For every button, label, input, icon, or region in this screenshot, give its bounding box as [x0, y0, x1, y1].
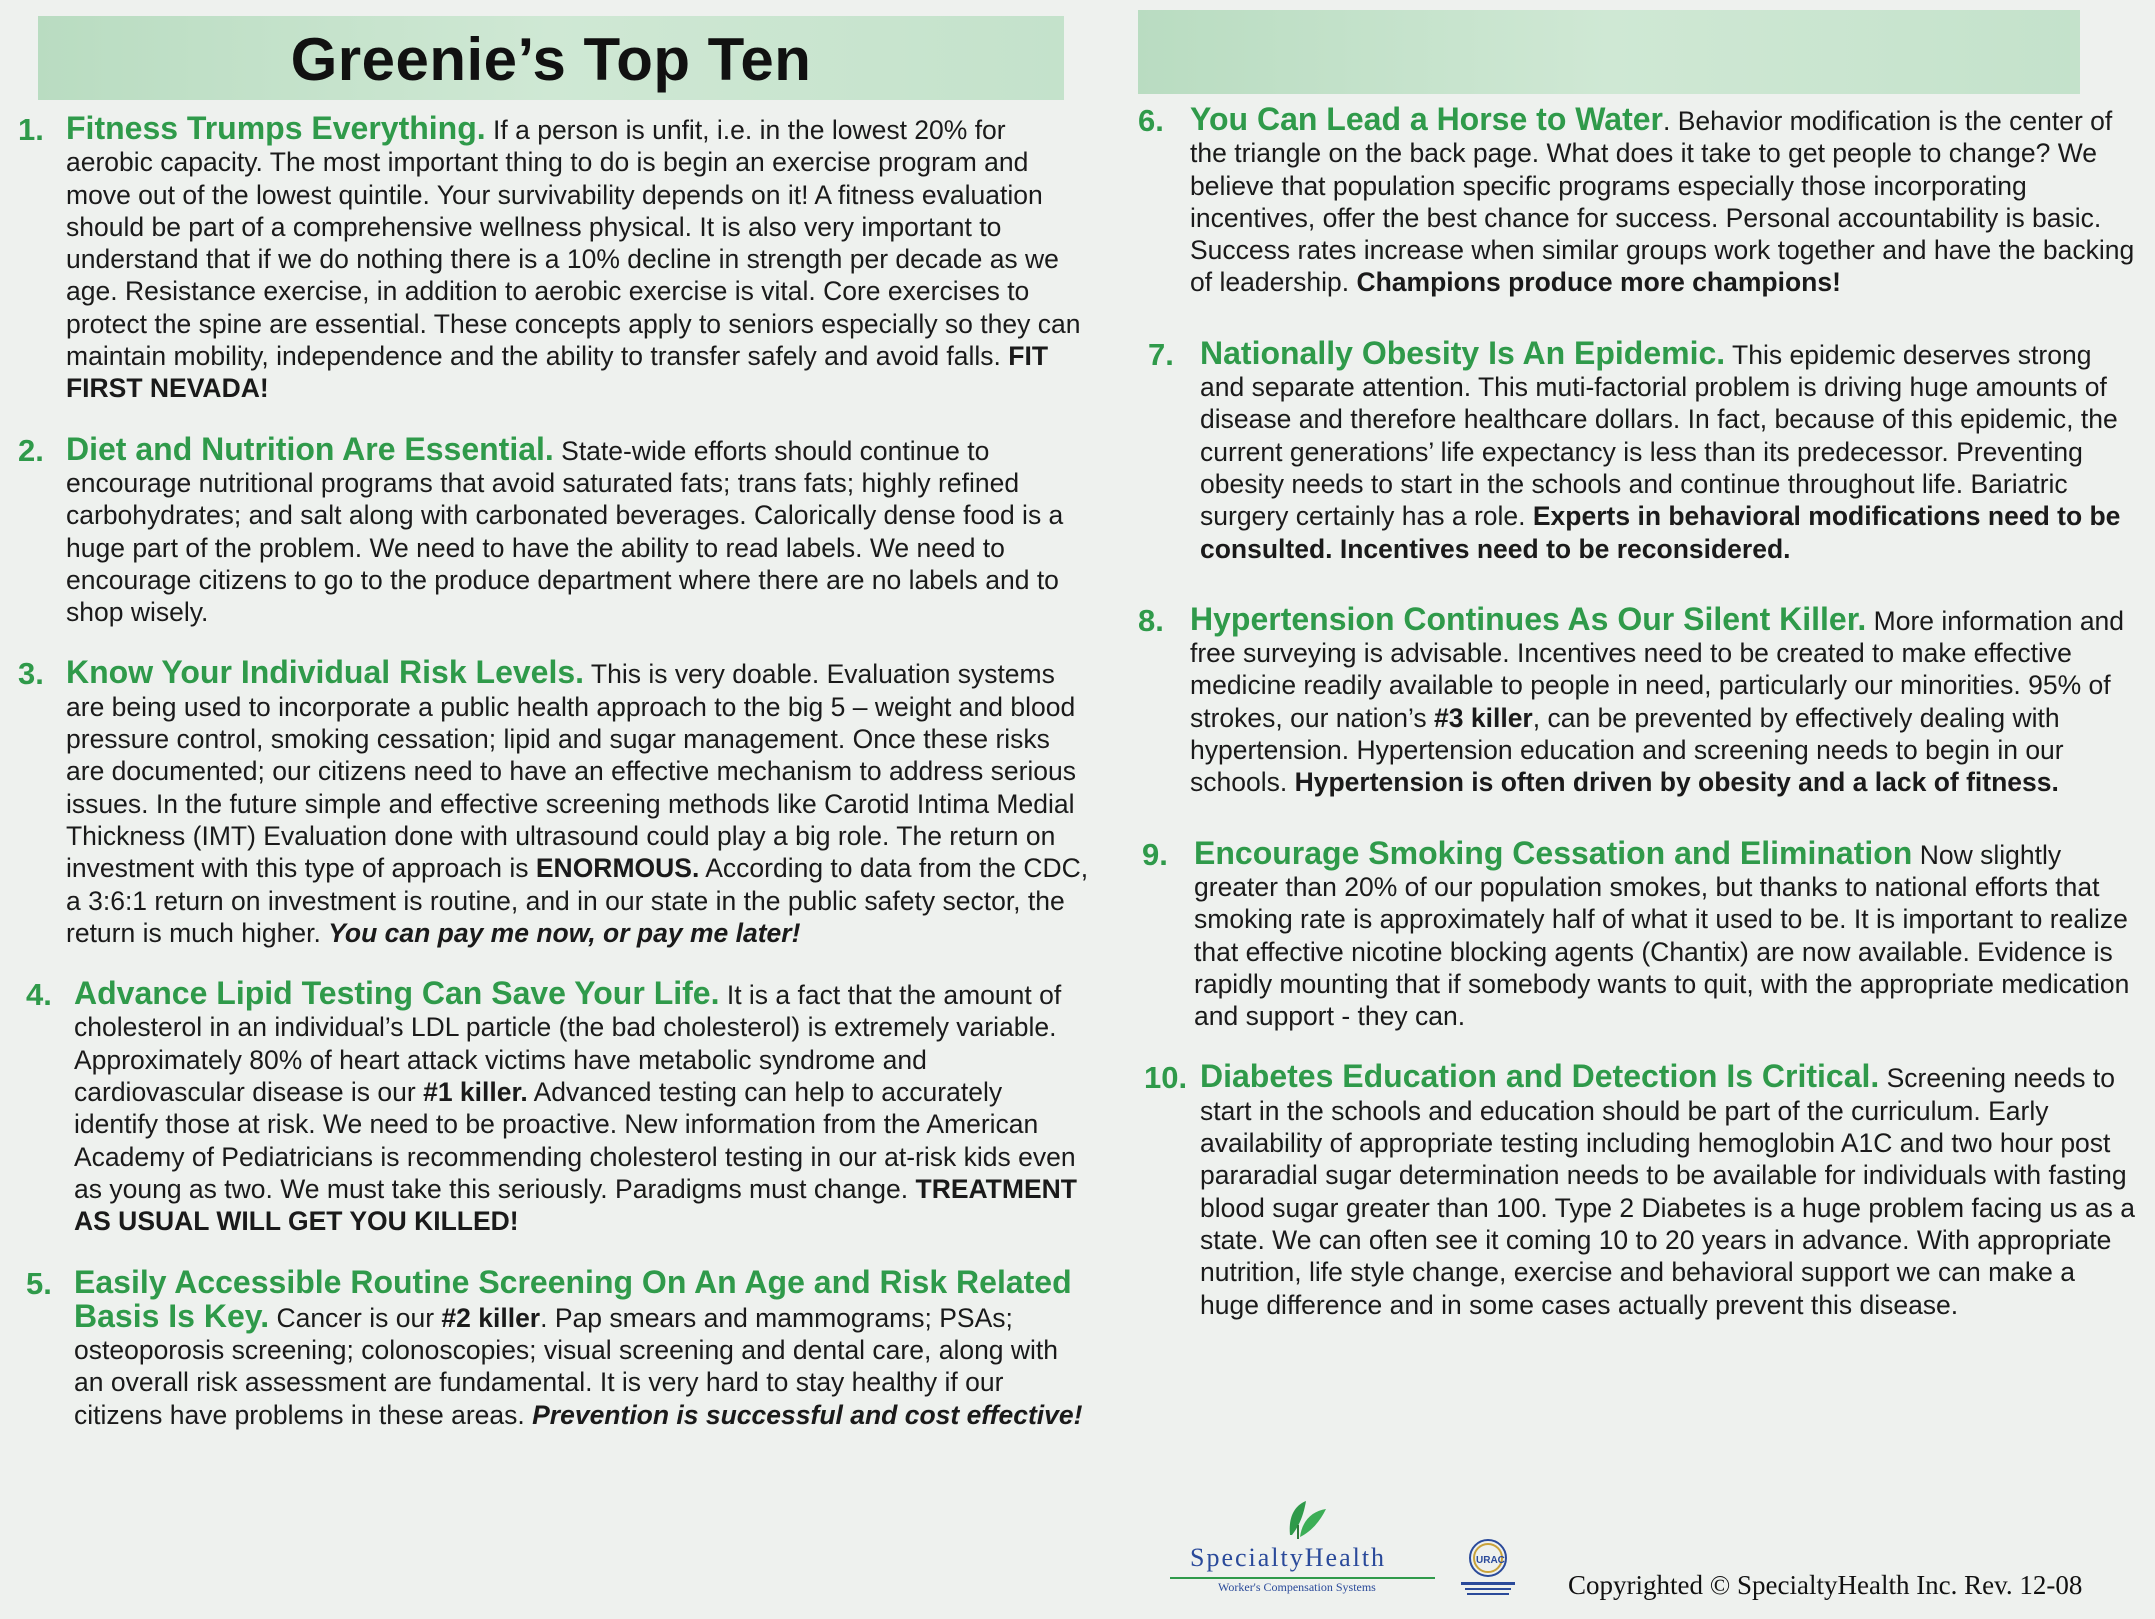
item-8 [1138, 600, 2138, 799]
item-number: 10. [1144, 1060, 1188, 1096]
item-text: . Pap smears and mammograms; PSAs; osteoporosis screening; colonoscopies; visual screening and dental care, along with an overall risk assessment are fundamental. It is very hard to stay healthy if our citizens have problems in these areas. [74, 1302, 1059, 1430]
item-heading: You Can Lead a Horse to Water [1190, 101, 1663, 137]
urac-label: URAC [1476, 1555, 1505, 1566]
item-heading: Hypertension Continues As Our Silent Killer. [1190, 600, 1867, 637]
item-text: If a person is unfit, i.e. in the lowest 20% for aerobic capacity. The most important thing to do is begin an exercise program and move out of the lowest quintile. Your survivability depends on it! A fitness evaluation should be part of a comprehensive wellness physical. It is also very important to understand that if we do nothing there is a 10% decline in strength per decade as we age. Resistance exercise, in addition to aerobic exercise is vital. Core exercises to protect the spine are essential. These concepts apply to seniors especially so they can maintain mobility, independence and the ability to transfer safely and avoid falls. [66, 115, 1081, 372]
logo-divider [1170, 1577, 1435, 1579]
item-text: . Behavior modification is the center of the triangle on the back page. What does it take to get people to change? We believe that population specific programs especially those incorporating incentives, offer the best chance for success. Personal accountability is basic. Success rates increase when similar groups work together and have the backing of leadership. [1190, 106, 2135, 298]
item-body [1190, 600, 2138, 799]
item-text: Now slightly greater than 20% of our population smokes, but thanks to national efforts that smoking rate is approximately half of what it used to be. It is important to realize that effective nicotine blocking agents (Chantix) are now available. Evidence is rapidly mounting that if somebody wants to quit, with the appropriate medication and support - they can. [1194, 839, 2130, 1032]
item-text: State-wide efforts should continue to encourage nutritional programs that avoid saturated fats; trans fats; highly refined carbohydrates; and salt along with carbonated beverages. Calorically dense food is a huge part of the problem. We need to have the ability to read labels. We need to encourage citizens to go to the produce department where there are no labels and to shop wisely. [66, 435, 1064, 628]
item-heading: Diet and Nutrition Are Essential. [66, 430, 554, 467]
item-text: Advanced testing can help to accurately identify those at risk. We need to be proactive. New information from the American Academy of Pediatricians is recommending cholesterol testing in our at-risk kids even as young as two. We must take this seriously. Paradigms must change. [74, 1077, 1076, 1204]
item-number: 7. [1148, 336, 1174, 372]
item-bold: #3 killer [1434, 702, 1533, 733]
item-number: 8. [1138, 602, 1164, 638]
leaf-icon [1282, 1495, 1332, 1545]
item-3 [18, 656, 1093, 949]
item-bold-italic: You can pay me now, or pay me later! [328, 917, 801, 948]
item-body [1200, 334, 2138, 565]
right-banner [1138, 10, 2080, 94]
specialtyhealth-logo [1170, 1495, 1440, 1595]
item-bold-italic: Prevention is successful and cost effective! [532, 1399, 1083, 1430]
item-bold: #2 killer [441, 1302, 541, 1333]
item-body [66, 656, 1093, 949]
item-body [1194, 834, 2138, 1033]
item-bold: ENORMOUS. [535, 853, 700, 884]
item-text: This is very doable. Evaluation systems are being used to incorporate a public health approach to the big 5 – weight and blood pressure control, smoking cessation; lipid and sugar management. Once these risks are documented; our citizens need to have an effective mechanism to address serious issues. In the future simple and effective screening methods like Carotid Intima Medial Thickness (IMT) Evaluation done with ultrasound could play a big role. The return on investment with this type of approach is [66, 659, 1077, 884]
item-bold: TREATMENT AS USUAL WILL GET YOU KILLED! [74, 1173, 1077, 1237]
item-heading: Diabetes Education and Detection Is Critical. [1200, 1058, 1880, 1095]
item-heading: Encourage Smoking Cessation and Elimination [1194, 834, 1913, 871]
item-text: , can be prevented by effectively dealing with hypertension. Hypertension education and screening needs to begin in our schools. [1190, 702, 2064, 798]
item-body [1200, 1060, 2138, 1320]
item-bold: Champions produce more champions! [1356, 267, 1841, 298]
item-text: This epidemic deserves strong and separate attention. This muti-factorial problem is driving huge amounts of disease and therefore healthcare dollars. In fact, because of this epidemic, the current generations’ life expectancy is less than its predecessor. Preventing obesity needs to start in the schools and continue throughout life. Bariatric surgery certainly has a role. [1200, 339, 2118, 532]
item-10 [1144, 1060, 2138, 1320]
item-4 [26, 977, 1093, 1237]
item-number: 2. [18, 432, 44, 468]
item-heading: Know Your Individual Risk Levels. [66, 654, 585, 691]
item-body [66, 430, 1093, 629]
item-2 [18, 430, 1093, 629]
item-body [74, 977, 1093, 1237]
item-text: Screening needs to start in the schools and education should be part of the curriculum. Early availability of appropriate testing including hemoglobin A1C and two hour post pararadial sugar determination needs to be available for individuals with fasting blood sugar greater than 100. Type 2 Diabetes is a huge problem facing us as a state. We can often see it coming 10 to 20 years in advance. With appropriate nutrition, life style change, exercise and behavioral support we can make a huge difference and in some cases actually prevent this disease. [1200, 1063, 2135, 1320]
copyright-notice: Copyrighted © SpecialtyHealth Inc. Rev. 12-08 [1568, 1570, 2083, 1600]
logo-tagline: Worker's Compensation Systems [1218, 1580, 1376, 1594]
item-bold: #1 killer. [423, 1077, 528, 1108]
item-text: It is a fact that the amount of cholesterol in an individual’s LDL particle (the bad cholesterol) is extremely variable. Approximately 80% of heart attack victims have metabolic syndrome and cardiovascular disease is our [74, 980, 1062, 1108]
item-text: More information and free surveying is advisable. Incentives need to be created to make effective medicine readily available to people in need, particularly our minorities. 95% of strokes, our nation’s [1190, 605, 2125, 733]
item-number: 6. [1138, 103, 1164, 138]
item-number: 1. [18, 112, 44, 147]
urac-seal [1455, 1532, 1525, 1602]
item-number: 9. [1142, 836, 1168, 872]
item-bold: Hypertension is often driven by obesity and a lack of fitness. [1294, 767, 2059, 798]
item-bold: FIT FIRST NEVADA! [66, 341, 1049, 404]
right-column [1138, 103, 2138, 1321]
item-heading: Easily Accessible Routine Screening On An Age and Risk Related Basis Is Key. [74, 1263, 1072, 1334]
item-text: Cancer is our [269, 1302, 442, 1333]
item-7 [1148, 334, 2138, 565]
item-6 [1138, 103, 2138, 299]
item-number: 3. [18, 656, 44, 692]
item-body [1190, 103, 2138, 299]
item-heading: Advance Lipid Testing Can Save Your Life. [74, 975, 720, 1012]
item-body [74, 1263, 1093, 1431]
left-column [18, 112, 1093, 1431]
item-9 [1142, 834, 2138, 1033]
item-5 [26, 1263, 1093, 1431]
item-text: According to data from the CDC, a 3:6:1 return on investment is routine, and in our state in the public safety sector, the return is much higher. [66, 853, 1089, 948]
item-heading: Fitness Trumps Everything. [66, 110, 486, 146]
item-1 [18, 112, 1093, 405]
page-title: Greenie’s Top Ten [290, 26, 812, 93]
item-bold: Experts in behavioral modifications need to be consulted. Incentives need to be reconsidered. [1200, 501, 2121, 564]
item-heading: Nationally Obesity Is An Epidemic. [1200, 334, 1726, 371]
item-number: 5. [26, 1265, 52, 1301]
logo-wordmark: SpecialtyHealth [1190, 1543, 1387, 1572]
item-body [66, 112, 1093, 405]
item-number: 4. [26, 977, 52, 1013]
